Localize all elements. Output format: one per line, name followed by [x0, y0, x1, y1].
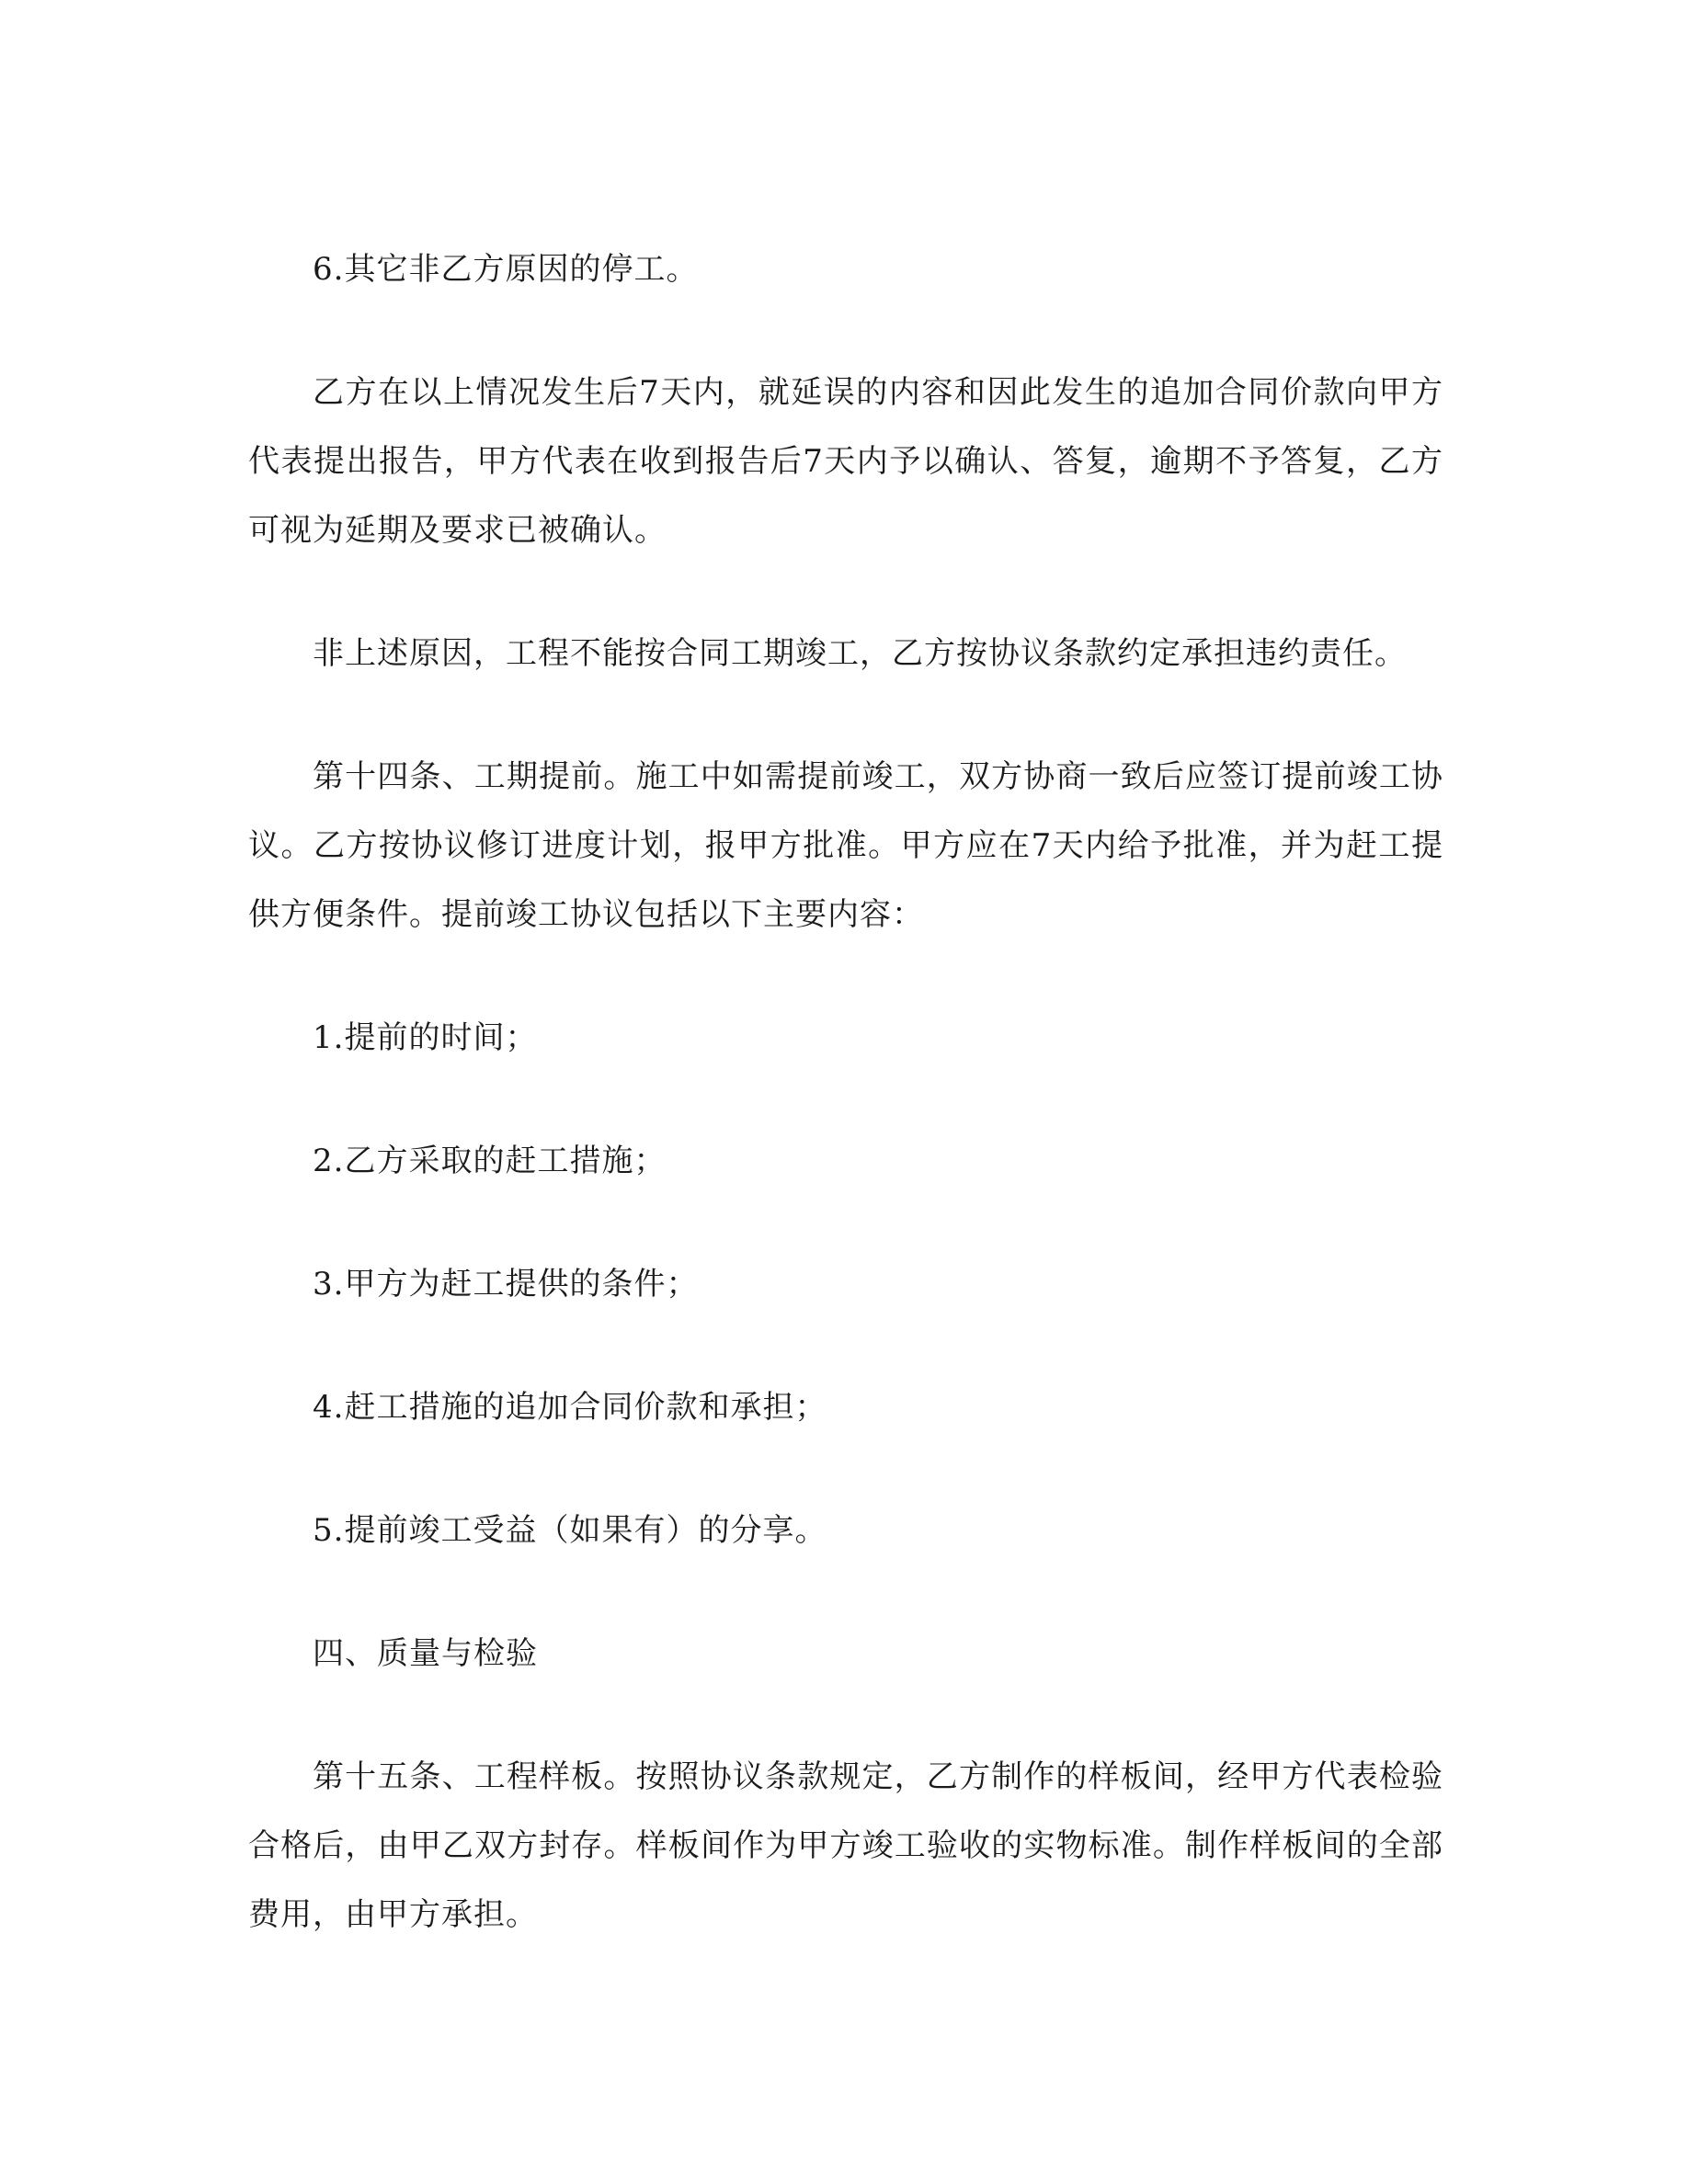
section-heading-quality: 四、质量与检验: [313, 1635, 538, 1672]
paragraph-item-6: 6.其它非乙方原因的停工。: [313, 251, 699, 288]
document-body: [248, 235, 1443, 1950]
paragraph-article-15: 第十五条、工程样板。按照协议条款规定，乙方制作的样板间，经甲方代表检验合格后，由甲乙双方封存。样板间作为甲方竣工验收的实物标准。制作样板间的全部费用，由甲方承担。: [248, 1758, 1443, 1933]
list-item-3: 3.甲方为赶工提供的条件；: [313, 1266, 699, 1302]
paragraph-breach-liability: 非上述原因，工程不能按合同工期竣工，乙方按协议条款约定承担违约责任。: [313, 635, 1407, 672]
list-item-4: 4.赶工措施的追加合同价款和承担；: [313, 1389, 827, 1426]
paragraph-delay-report: 乙方在以上情况发生后7天内，就延误的内容和因此发生的追加合同价款向甲方代表提出报告，甲方代表在收到报告后7天内予以确认、答复，逾期不予答复，乙方可视为延期及要求已被确认。: [248, 374, 1443, 549]
paragraph-article-14: 第十四条、工期提前。施工中如需提前竣工，双方协商一致后应签订提前竣工协议。乙方按协议修订进度计划，报甲方批准。甲方应在7天内给予批准，并为赶工提供方便条件。提前竣工协议包括以下主要内容：: [248, 758, 1443, 933]
list-item-1: 1.提前的时间；: [313, 1019, 538, 1056]
list-item-5: 5.提前竣工受益（如果有）的分享。: [313, 1512, 827, 1549]
list-item-2: 2.乙方采取的赶工措施；: [313, 1143, 667, 1179]
